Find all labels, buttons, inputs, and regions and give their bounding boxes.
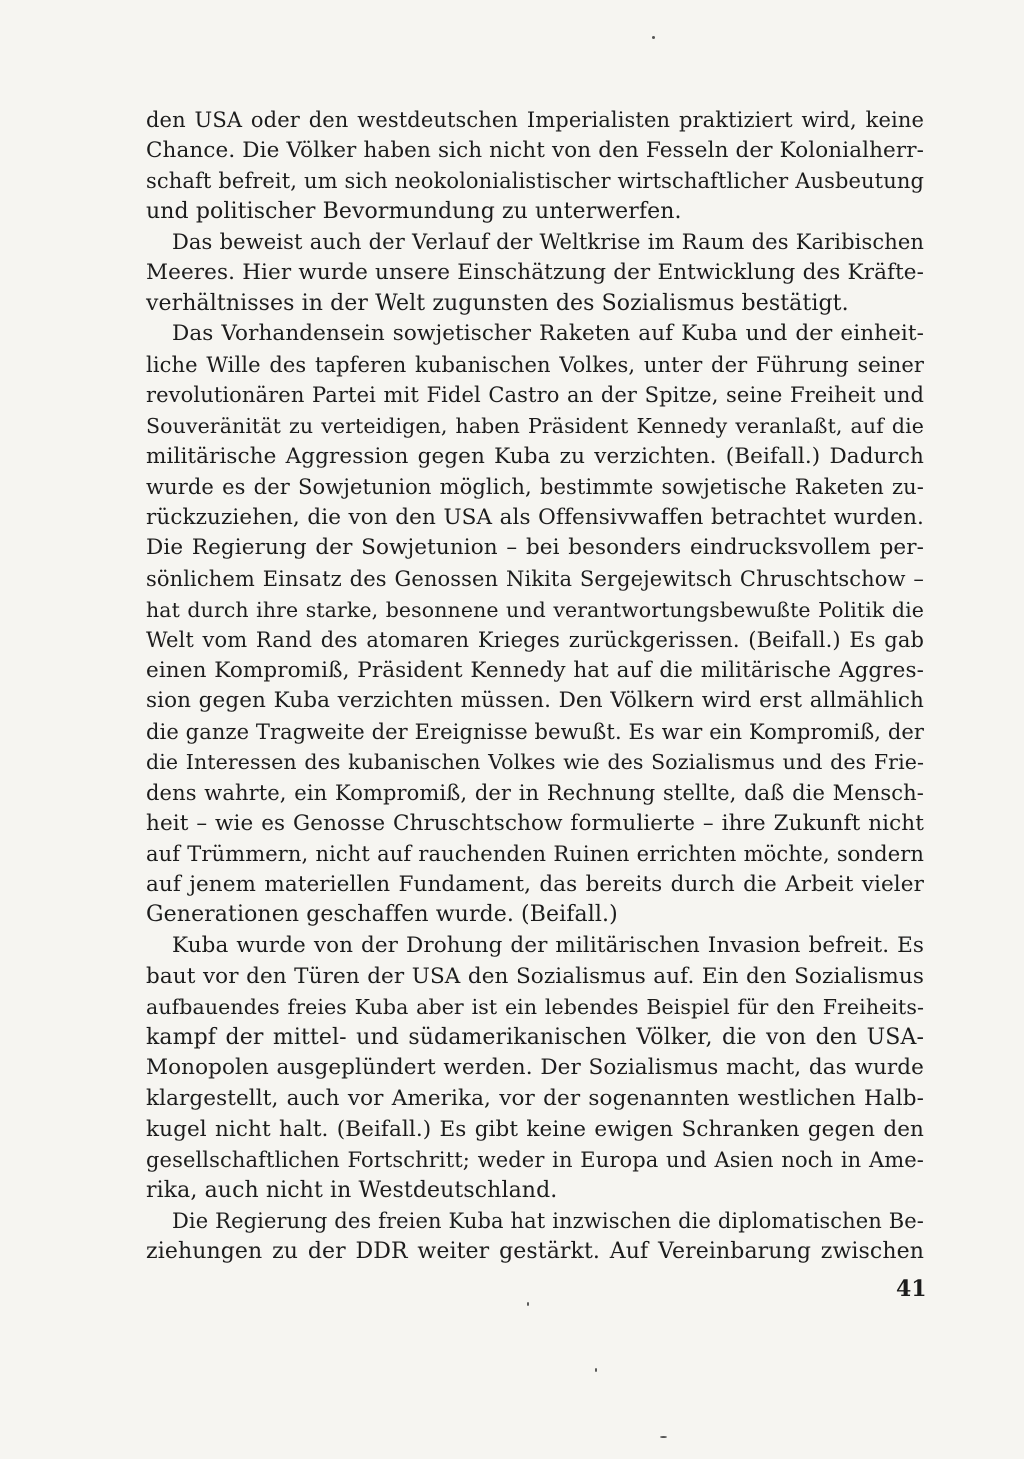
text-line: aufbauendes freies Kuba aber ist ein lebendes Beispiel für den Freiheits-	[146, 995, 924, 1020]
paragraph	[146, 1206, 924, 1267]
text-line: baut vor den Türen der USA den Sozialismus auf. Ein den Sozialismus	[146, 963, 924, 989]
text-line: Chance. Die Völker haben sich nicht von den Fesseln der Kolonialherr-	[146, 137, 924, 163]
text-line: ziehungen zu der DDR weiter gestärkt. Auf Vereinbarung zwischen	[146, 1238, 924, 1264]
text-line: Monopolen ausgeplündert werden. Der Sozialismus macht, das wurde	[146, 1055, 924, 1081]
text-line: schaft befreit, um sich neokolonialistischer wirtschaftlicher Ausbeutung	[146, 169, 924, 194]
text-line: militärische Aggression gegen Kuba zu verzichten. (Beifall.) Dadurch	[146, 443, 924, 469]
text-line: Das beweist auch der Verlauf der Weltkrise im Raum des Karibischen	[172, 230, 924, 255]
text-line: auf jenem materiellen Fundament, das bereits durch die Arbeit vieler	[146, 871, 924, 897]
text-line: Das Vorhandensein sowjetischer Raketen auf Kuba und der einheit-	[172, 321, 924, 347]
text-line: kugel nicht halt. (Beifall.) Es gibt keine ewigen Schranken gegen den	[146, 1116, 924, 1142]
page-number: 41	[896, 1276, 927, 1302]
text-line: die Interessen des kubanischen Volkes wie des Sozialismus und des Frie-	[146, 750, 924, 775]
text-line: Die Regierung der Sowjetunion – bei besonders eindrucksvollem per-	[146, 535, 924, 561]
scan-speck	[527, 1302, 529, 1306]
text-line: liche Wille des tapferen kubanischen Volkes, unter der Führung seiner	[146, 352, 924, 377]
text-line: rückzuziehen, die von den USA als Offensivwaffen betrachtet wurden.	[146, 504, 924, 530]
text-line: Welt vom Rand des atomaren Krieges zurückgerissen. (Beifall.) Es gab	[146, 628, 924, 653]
text-line: den USA oder den westdeutschen Imperialisten praktiziert wird, keine	[146, 108, 924, 132]
text-line: verhältnisses in der Welt zugunsten des Sozialismus bestätigt.	[146, 290, 849, 316]
text-line: hat durch ihre starke, besonnene und verantwortungsbewußte Politik die	[146, 597, 924, 622]
text-line: auf Trümmern, nicht auf rauchenden Ruinen errichten möchte, sondern	[146, 842, 924, 867]
text-line: gesellschaftlichen Fortschritt; weder in Europa und Asien noch in Ame-	[146, 1148, 924, 1173]
scan-speck	[660, 1436, 667, 1438]
text-line: dens wahrte, ein Kompromiß, der in Rechnung stellte, daß die Mensch-	[146, 781, 924, 806]
scan-speck	[595, 1368, 597, 1372]
paragraph	[146, 931, 924, 1206]
text-line: Kuba wurde von der Drohung der militärischen Invasion befreit. Es	[172, 933, 924, 959]
text-line: sion gegen Kuba verzichten müssen. Den Völkern wird erst allmählich	[146, 688, 924, 714]
text-line: rika, auch nicht in Westdeutschland.	[146, 1177, 558, 1203]
text-line: Generationen geschaffen wurde. (Beifall.)	[146, 902, 618, 928]
text-line: einen Kompromiß, Präsident Kennedy hat auf die militärische Aggres-	[146, 657, 924, 683]
scan-speck	[652, 36, 655, 39]
text-line: sönlichem Einsatz des Genossen Nikita Sergejewitsch Chruschtschow –	[146, 566, 924, 591]
text-line: revolutionären Partei mit Fidel Castro an der Spitze, seine Freiheit und	[146, 383, 924, 408]
text-line: Die Regierung des freien Kuba hat inzwischen die diplomatischen Be-	[172, 1209, 924, 1234]
paragraph	[146, 319, 924, 931]
body-text	[146, 105, 924, 1268]
text-line: kampf der mittel- und südamerikanischen Völker, die von den USA-	[146, 1024, 924, 1050]
text-line: wurde es der Sowjetunion möglich, bestimmte sowjetische Raketen zu-	[146, 475, 924, 500]
text-line: klargestellt, auch vor Amerika, vor der sogenannten westlichen Halb-	[146, 1086, 924, 1111]
text-line: heit – wie es Genosse Chruschtschow formulierte – ihre Zukunft nicht	[146, 810, 924, 836]
text-line: Souveränität zu verteidigen, haben Präsident Kennedy veranlaßt, auf die	[146, 413, 924, 438]
paragraph	[146, 227, 924, 319]
text-line: und politischer Bevormundung zu unterwerfen.	[146, 198, 682, 224]
paragraph	[146, 105, 924, 227]
text-line: Meeres. Hier wurde unsere Einschätzung der Entwicklung des Kräfte-	[146, 259, 924, 285]
text-line: die ganze Tragweite der Ereignisse bewußt. Es war ein Kompromiß, der	[146, 719, 925, 744]
